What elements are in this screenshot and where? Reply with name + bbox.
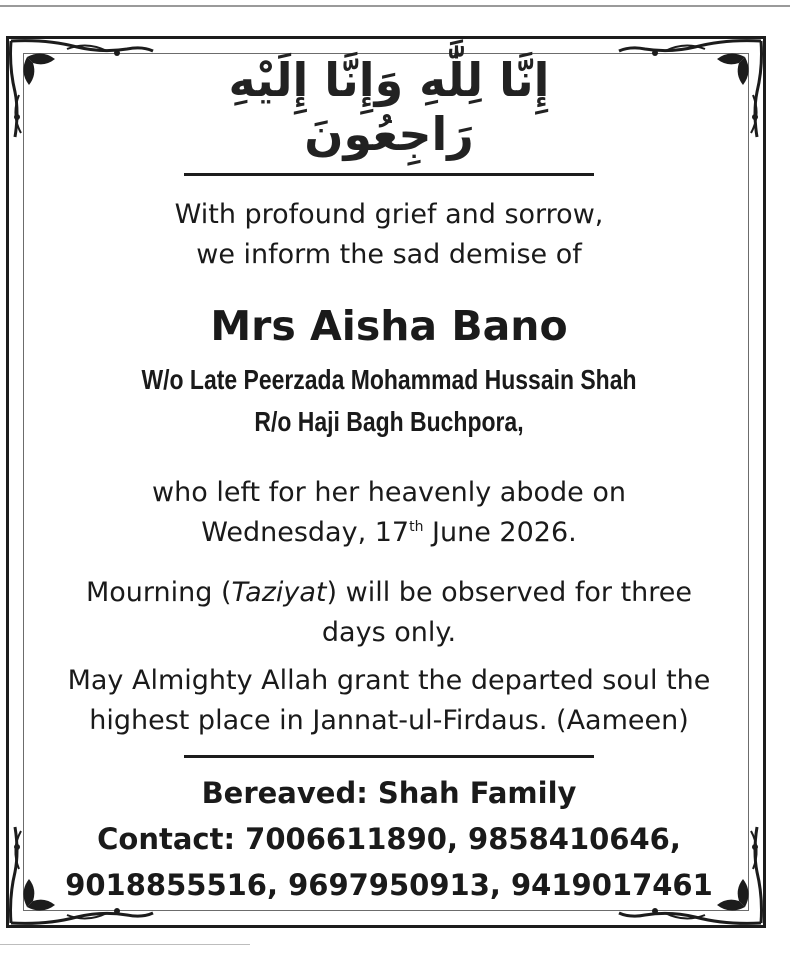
relation-line-1: W/o Late Peerzada Mohammad Hussain Shah [141,364,637,395]
date-ordinal-suffix: th [409,519,424,535]
contact-line-2: 9018855516, 9697950913, 9419017461 [65,868,713,902]
bottom-page-rule [0,944,250,945]
mourning-after: ) will be observed for three [326,577,693,608]
residence-line: R/o Haji Bagh Buchpora, [254,406,524,437]
deceased-name: Mrs Aisha Bano [210,302,568,350]
prayer-line-1: May Almighty Allah grant the departed soul the [67,665,711,696]
intro-line-1: With profound grief and sorrow, [174,199,604,230]
mourning-term: Taziyat [231,577,327,608]
obituary-frame [6,36,766,928]
bottom-divider [184,755,594,758]
mourning-before: Mourning ( [85,577,232,608]
arabic-calligraphy-heading: إِنَّا لِلَّٰهِ وَإِنَّا إِلَيْهِ رَاجِعُونَ [228,53,550,161]
contact-line-1: Contact: 7006611890, 9858410646, [97,822,681,856]
prayer-line-2: highest place in Jannat-ul-Firdaus. (Aameen) [89,705,689,736]
abode-line-1: who left for her heavenly abode on [152,477,626,508]
top-divider [184,173,594,176]
mourning-line-1 [29,573,749,613]
abode-date-rest: June 2026. [423,517,577,548]
mourning-line-2: days only. [321,617,457,648]
abode-date-line [29,513,749,553]
top-page-rule [0,5,790,7]
intro-line-2: we inform the sad demise of [196,239,582,270]
obituary-content [9,39,769,931]
abode-day: Wednesday, 17 [201,517,410,548]
bereaved-family: Bereaved: Shah Family [201,776,577,810]
